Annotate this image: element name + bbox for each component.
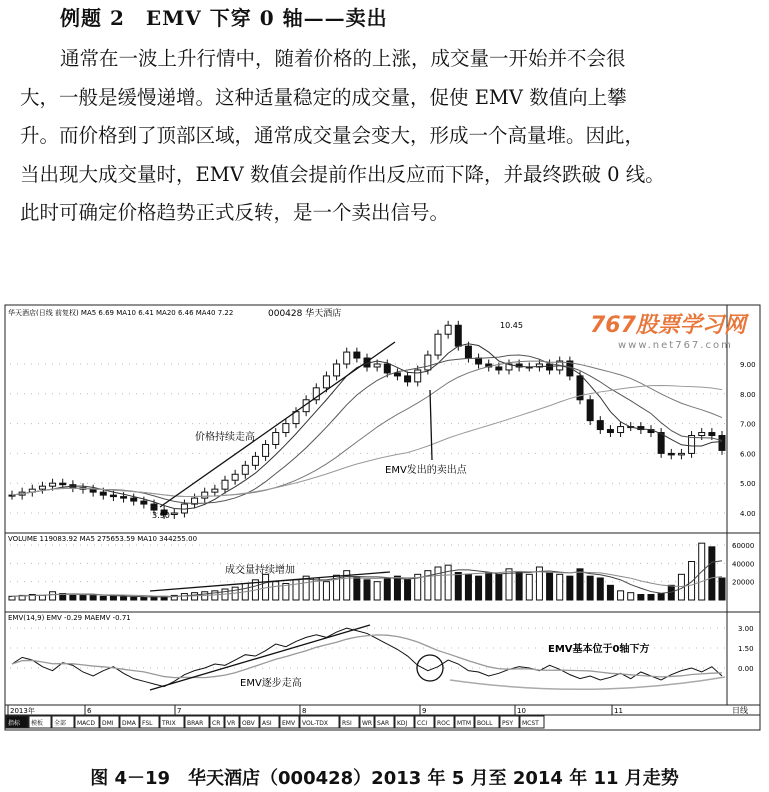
- candle: [587, 400, 593, 421]
- candle: [131, 498, 137, 501]
- toolbar-tab-label: TRIX: [162, 720, 176, 727]
- candle: [496, 367, 502, 370]
- toolbar-tab-label: ROC: [437, 720, 451, 727]
- candle: [60, 483, 66, 484]
- annotation-volume-up: 成交量持续增加: [225, 565, 295, 576]
- toolbar-tab-label: DMI: [102, 720, 114, 727]
- caption-text: 图 4－19 华天酒店（000428）2013 年 5 月至 2014 年 11 月走势: [90, 768, 679, 789]
- price-header: 华天酒店(日线 前复权) MA5 6.69 MA10 6.41 MA20 6.46 MA40 7.22: [8, 309, 234, 317]
- period-label[interactable]: 日线: [732, 706, 748, 715]
- candle: [445, 325, 451, 334]
- candle: [465, 346, 471, 358]
- toolbar-tab-label: EMV: [282, 720, 296, 727]
- stock-name: 000428 华天酒店: [268, 309, 342, 319]
- price-tick-label: 5.00: [740, 480, 756, 489]
- toolbar-tab-模板[interactable]: [29, 716, 51, 728]
- toolbar-tab-roc[interactable]: [435, 716, 454, 728]
- date-label: 6: [87, 707, 92, 715]
- candle: [212, 489, 218, 492]
- toolbar-tab-emv[interactable]: [280, 716, 299, 728]
- body-paragraph: [20, 40, 755, 233]
- candle: [668, 453, 674, 454]
- chart-frame: [5, 305, 760, 730]
- toolbar-tab-boll[interactable]: [475, 716, 499, 728]
- volume-bar: [455, 573, 461, 601]
- emv-header: EMV(14,9) EMV -0.29 MAEMV -0.71: [8, 614, 131, 622]
- candle: [222, 480, 228, 489]
- candle: [394, 373, 400, 376]
- volume-bar: [141, 597, 147, 600]
- paragraph-line: 升。而价格到了顶部区域，通常成交量会变大，形成一个高量堆。因此，: [20, 124, 645, 147]
- candle: [344, 352, 350, 364]
- candle: [374, 364, 380, 367]
- candle: [141, 501, 147, 504]
- toolbar-tab-dmi[interactable]: [100, 716, 119, 728]
- candle: [283, 424, 289, 433]
- toolbar-tab-asi[interactable]: [260, 716, 279, 728]
- toolbar-tab-label: PSY: [502, 720, 514, 727]
- candle: [90, 489, 96, 492]
- volume-bar: [181, 594, 187, 600]
- paragraph-line: 通常在一波上升行情中，随着价格的上涨，成交量一开始并不会很: [60, 47, 626, 70]
- toolbar-tab-label: SAR: [377, 720, 390, 727]
- candle: [110, 495, 116, 496]
- candle: [719, 436, 725, 451]
- figure-caption: [0, 764, 769, 790]
- candle: [618, 427, 624, 433]
- paragraph-line: 此时可确定价格趋势正式反转，是一个卖出信号。: [20, 201, 450, 224]
- watermark-url: www.net767.com: [618, 340, 733, 351]
- paragraph-line: 大，一般是缓慢递增。这种适量稳定的成交量，促使 EMV 数值向上攀: [20, 85, 627, 109]
- volume-bar: [323, 582, 329, 600]
- candle: [699, 433, 705, 436]
- volume-bar: [587, 576, 593, 600]
- price-tick-label: 9.00: [740, 361, 756, 369]
- toolbar-tab-label: FSL: [142, 720, 153, 727]
- volume-tick-label: 40000: [732, 560, 755, 569]
- toolbar-tab-指标[interactable]: [6, 716, 28, 728]
- toolbar-tab-kdj[interactable]: [395, 716, 414, 728]
- volume-bar: [516, 573, 522, 601]
- volume-bar: [110, 596, 116, 600]
- volume-bar: [607, 585, 613, 600]
- toolbar-tab-label: WR: [362, 720, 373, 727]
- volume-bar: [50, 592, 56, 600]
- volume-tick-label: 60000: [732, 542, 755, 550]
- volume-bar: [648, 595, 654, 601]
- toolbar-tab-fsl[interactable]: [140, 716, 159, 728]
- toolbar-tab-trix[interactable]: [160, 716, 184, 728]
- volume-bar: [121, 597, 127, 600]
- toolbar-tab-brar[interactable]: [185, 716, 209, 728]
- volume-bar: [689, 562, 695, 601]
- candle: [405, 376, 411, 382]
- candle: [50, 483, 56, 486]
- candle: [202, 492, 208, 498]
- annotation-sell-point: EMV发出的卖出点: [385, 465, 467, 476]
- toolbar-tab-vr[interactable]: [225, 716, 239, 728]
- volume-bar: [405, 580, 411, 600]
- candle: [100, 492, 106, 495]
- date-label: 11: [614, 707, 623, 715]
- candle: [455, 325, 461, 346]
- toolbar-tab-dma[interactable]: [120, 716, 139, 728]
- stock-chart-figure: [0, 300, 769, 740]
- candle: [597, 421, 603, 430]
- candle: [658, 433, 664, 454]
- toolbar-tab-psy[interactable]: [500, 716, 519, 728]
- volume-bar: [638, 595, 644, 601]
- volume-bar: [486, 573, 492, 601]
- emv-tick-label: 0.00: [738, 665, 754, 673]
- toolbar-tab-label: ASI: [262, 720, 272, 727]
- volume-bar: [100, 596, 106, 600]
- candle: [273, 433, 279, 445]
- toolbar-tab-全部[interactable]: [52, 716, 74, 728]
- candle: [547, 364, 553, 370]
- toolbar-tab-label: MCST: [522, 720, 539, 727]
- toolbar-tab-label: BRAR: [187, 720, 204, 727]
- toolbar-tab-obv[interactable]: [240, 716, 259, 728]
- volume-header: VOLUME 119083.92 MA5 275653.59 MA10 344255.00: [8, 535, 198, 543]
- toolbar-tab-label: MTM: [457, 720, 472, 727]
- volume-bar: [719, 578, 725, 600]
- volume-bar: [465, 574, 471, 600]
- toolbar-tab-label: CR: [212, 720, 221, 727]
- toolbar-tab-wr[interactable]: [360, 716, 374, 728]
- candle: [678, 453, 684, 454]
- candle: [415, 370, 421, 382]
- candle: [232, 474, 238, 480]
- toolbar-tab-label: 指标: [8, 720, 21, 727]
- candle: [435, 334, 441, 355]
- toolbar-tab-label: KDJ: [397, 720, 408, 727]
- volume-bar: [476, 576, 482, 600]
- volume-bar: [658, 594, 664, 600]
- candle: [334, 364, 340, 376]
- candle: [323, 376, 329, 388]
- volume-bar: [80, 595, 86, 600]
- volume-bar: [354, 577, 360, 600]
- toolbar-tab-label: OBV: [242, 720, 255, 727]
- toolbar-tab-label: CCI: [417, 720, 428, 727]
- emv-tick-label: 1.50: [738, 645, 754, 654]
- price-tick-label: 6.00: [740, 450, 756, 459]
- toolbar-tab-label: MACD: [77, 720, 95, 727]
- volume-bar: [577, 569, 583, 600]
- volume-bar: [394, 576, 400, 600]
- toolbar-tab-mtm[interactable]: [455, 716, 474, 728]
- volume-bar: [547, 573, 553, 601]
- volume-bar: [496, 574, 502, 600]
- toolbar-tab-label: DMA: [122, 720, 136, 727]
- price-tick-label: 4.00: [740, 510, 756, 518]
- date-label: 2013年: [10, 707, 35, 715]
- volume-bar: [374, 582, 380, 600]
- date-label: 8: [302, 707, 307, 715]
- toolbar-tab-rsi[interactable]: [340, 716, 359, 728]
- candle: [39, 486, 45, 489]
- volume-bar: [709, 547, 715, 600]
- annotation-price-up: 价格持续走高: [195, 432, 255, 443]
- toolbar-tab-label: VOL-TDX: [302, 720, 328, 727]
- volume-bar: [597, 578, 603, 600]
- volume-bar: [9, 596, 15, 600]
- annotation-high: 10.45: [500, 321, 523, 330]
- volume-bar: [131, 597, 137, 600]
- volume-bar: [70, 595, 76, 601]
- volume-bar: [526, 574, 532, 600]
- volume-bar: [567, 576, 573, 600]
- volume-tick-label: 20000: [732, 578, 755, 587]
- volume-bar: [364, 580, 370, 600]
- price-tick-label: 8.00: [740, 390, 756, 399]
- volume-bar: [384, 578, 390, 600]
- date-label: 10: [517, 707, 526, 715]
- date-label: 9: [422, 707, 427, 715]
- volume-bar: [273, 582, 279, 600]
- toolbar-tab-macd[interactable]: [75, 716, 99, 728]
- toolbar-tab-cr[interactable]: [210, 716, 224, 728]
- volume-bar: [90, 595, 96, 600]
- toolbar-tab-label: 全部: [54, 720, 67, 727]
- volume-bar: [293, 580, 299, 600]
- candle: [263, 444, 269, 456]
- candle: [425, 355, 431, 370]
- toolbar-tab-label: VR: [227, 720, 236, 727]
- annotation-emv-up: EMV逐步走高: [240, 678, 302, 689]
- annotation-low: 3.90: [152, 511, 170, 520]
- example-title: 例题 2 EMV 下穿 0 轴——卖出: [60, 6, 388, 30]
- candle: [151, 504, 157, 510]
- toolbar-tab-mcst[interactable]: [520, 716, 544, 728]
- volume-bar: [628, 593, 634, 600]
- emv-tick-label: 3.00: [738, 625, 754, 634]
- candle: [689, 436, 695, 454]
- toolbar-tab-label: RSI: [342, 720, 352, 727]
- toolbar-tab-label: 模板: [31, 720, 44, 727]
- volume-bar: [445, 565, 451, 600]
- toolbar-tab-cci[interactable]: [415, 716, 434, 728]
- toolbar-tab-label: BOLL: [477, 720, 493, 727]
- candle: [171, 513, 177, 514]
- date-label: 7: [177, 707, 182, 715]
- candle: [384, 364, 390, 373]
- volume-bar: [435, 567, 441, 600]
- annotation-emv-below: EMV基本位于0轴下方: [548, 644, 650, 655]
- candle: [354, 352, 360, 358]
- toolbar-tab-sar[interactable]: [375, 716, 394, 728]
- candle: [242, 465, 248, 474]
- candle: [476, 358, 482, 364]
- candle: [709, 433, 715, 436]
- volume-bar: [618, 591, 624, 600]
- paragraph-line: 当出现大成交量时，EMV 数值会提前作出反应而下降，并最终跌破 0 线。: [20, 162, 665, 186]
- watermark-logo: 767股票学习网: [590, 313, 746, 338]
- candle: [121, 497, 127, 498]
- price-tick-label: 7.00: [740, 420, 756, 429]
- candle: [252, 456, 258, 465]
- volume-bar: [557, 574, 563, 600]
- toolbar-tab-vol-tdx[interactable]: [300, 716, 339, 728]
- volume-bar: [39, 595, 45, 600]
- candle: [607, 430, 613, 433]
